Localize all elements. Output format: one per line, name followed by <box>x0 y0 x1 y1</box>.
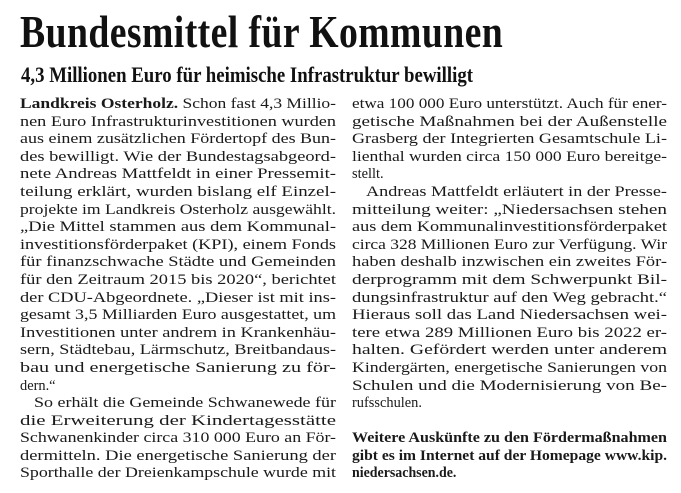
text-line: Grasberg der Integrierten Gesamtschule Li- <box>352 131 667 148</box>
info-note-line: Weitere Auskünfte zu den Fördermaßnahmen <box>352 430 667 447</box>
text-line: Investitionen unter andrem in Krankenhäu- <box>20 324 336 341</box>
text-line: nen Euro Infrastrukturinvestitionen wurden <box>20 113 336 130</box>
text-line: mitteilung weiter: „Niedersachsen stehen <box>352 201 667 218</box>
text-line: investitionsförderpaket (KPI), einem Fonds <box>20 236 337 253</box>
text-line: für den Zeitraum 2015 bis 2020“, berichtet <box>20 271 337 288</box>
text-line: nete Andreas Mattfeldt in einer Pressemit- <box>20 166 336 183</box>
headline: Bundesmittel für Kommunen <box>20 6 504 57</box>
paragraph-gap <box>352 413 667 431</box>
text-line: Schwanenkinder circa 310 000 Euro an För- <box>20 430 336 447</box>
text-line: der CDU-Abgeordnete. „Dieser ist mit ins- <box>20 289 337 306</box>
text-line: circa 328 Millionen Euro zur Verfügung. Wir <box>352 236 668 253</box>
article-column-right <box>352 96 667 483</box>
text-line: dermitteln. Die energetische Sanierung der <box>20 447 336 464</box>
text-line: Schulen und die Modernisierung von Be- <box>352 377 667 394</box>
text-line-segment: Schon fast 4,3 Millio- <box>178 96 337 112</box>
text-line: die Erweiterung der Kindertagesstätte <box>20 412 337 429</box>
text-line: dungsinfrastruktur auf den Weg gebracht.“ <box>352 289 667 306</box>
text-line: für finanzschwache Städte und Gemeinden <box>20 254 336 271</box>
subheadline: 4,3 Millionen Euro für heimische Infrastruktur bewilligt <box>21 62 473 87</box>
text-line: derprogramm mit dem Schwerpunkt Bil- <box>352 271 668 288</box>
text-line: Hieraus soll das Land Niedersachsen wei- <box>352 307 667 324</box>
text-line: lienthal wurden circa 150 000 Euro bereitge- <box>352 148 667 165</box>
text-line: des bewilligt. Wie der Bundestagsabgeord- <box>20 148 337 165</box>
text-line: rufsschulen. <box>352 395 422 412</box>
text-line: projekte im Landkreis Osterholz ausgewählt. <box>20 201 337 218</box>
text-line: teilung erklärt, wurden bislang elf Einzel- <box>20 183 336 200</box>
text-line: bau und energetische Sanierung zu för- <box>20 359 336 376</box>
text-line: haben deshalb inzwischen ein zweites För- <box>352 254 668 271</box>
text-line: dern.“ <box>20 377 56 394</box>
text-line: Sporthalle der Dreienkampschule wurde mit <box>20 465 336 482</box>
text-line: etwa 100 000 Euro unterstützt. Auch für ener- <box>352 96 668 112</box>
text-line: Kindergärten, energetische Sanierungen von <box>352 359 668 376</box>
info-note-line: niedersachsen.de. <box>352 465 457 482</box>
dateline: Landkreis Osterholz. <box>20 96 179 112</box>
text-line: aus einem zusätzlichen Fördertopf des Bun- <box>20 131 337 148</box>
text-line: halten. Gefördert werden unter anderem <box>352 342 668 359</box>
text-line: gesamt 3,5 Milliarden Euro ausgestattet, um <box>20 307 336 324</box>
text-line: „Die Mittel stammen aus dem Kommunal- <box>20 219 337 236</box>
text-line: sern, Städtebau, Lärmschutz, Breitbandaus- <box>20 342 337 359</box>
article-column-left <box>20 96 336 483</box>
text-line: aus dem Kommunalinvestitionsförderpaket <box>352 219 667 236</box>
text-line: So erhält die Gemeinde Schwanewede für <box>34 395 336 412</box>
text-line: stellt. <box>352 166 384 183</box>
text-line: tere etwa 289 Millionen Euro bis 2022 er- <box>352 324 668 341</box>
text-line: getische Maßnahmen bei der Außenstelle <box>352 113 667 130</box>
text-line <box>20 96 336 114</box>
text-line: Andreas Mattfeldt erläutert in der Presse- <box>366 183 667 200</box>
info-note-line: gibt es im Internet auf der Homepage www.kip. <box>352 447 668 464</box>
